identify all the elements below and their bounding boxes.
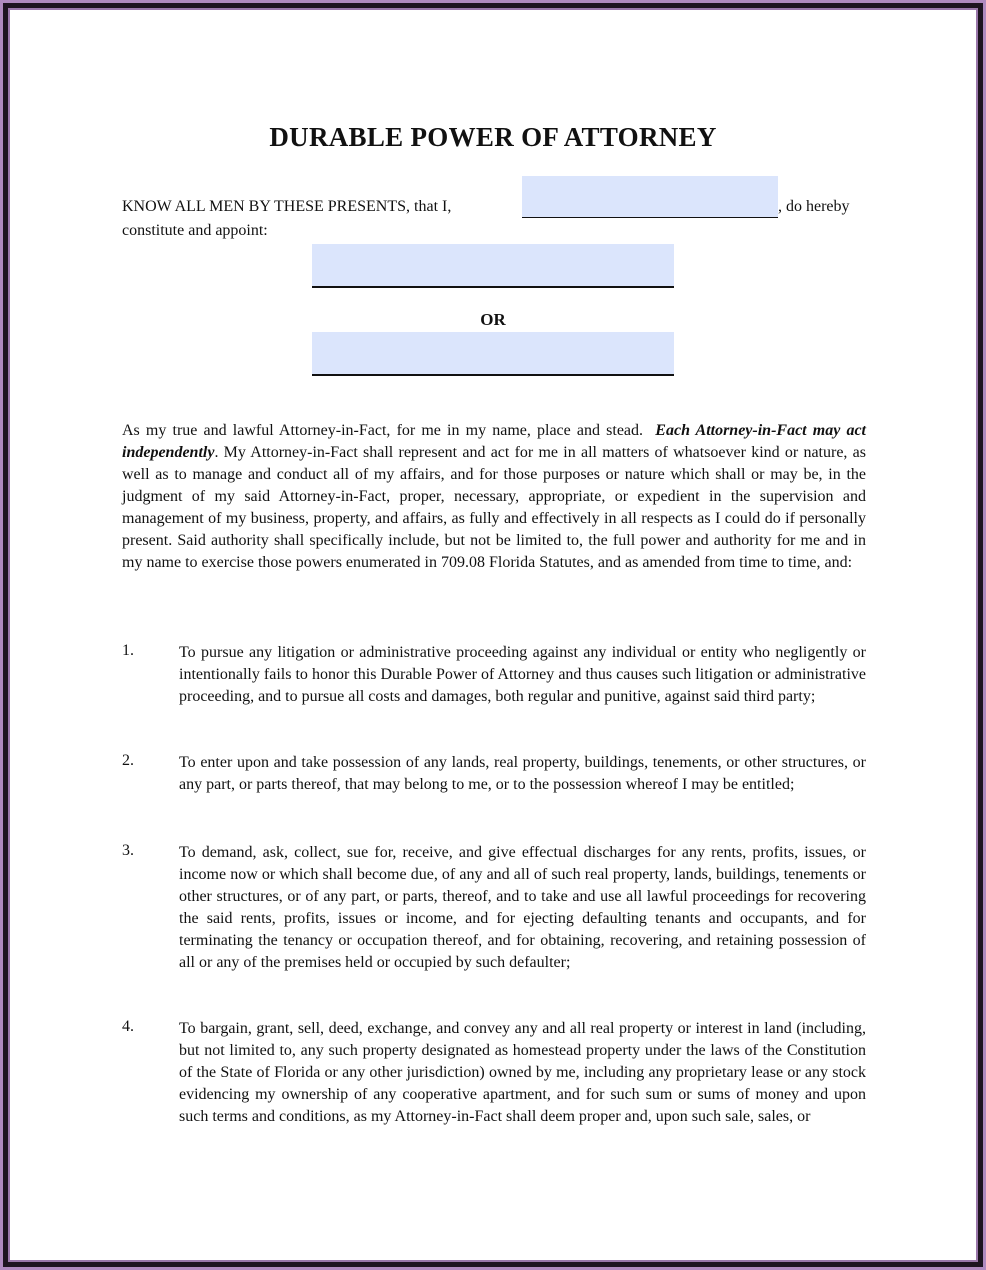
- intro-lead-text: KNOW ALL MEN BY THESE PRESENTS, that I,: [122, 198, 452, 215]
- para-start: As my true and lawful Attorney-in-Fact, for me in my name, place and stead.: [122, 422, 644, 439]
- item-number: 2.: [122, 752, 134, 769]
- document-page: [10, 10, 976, 1260]
- document-title: DURABLE POWER OF ATTORNEY: [269, 122, 717, 152]
- para-emphasis: Each Attorney-in-Fact may act independently: [122, 422, 866, 461]
- attorney-in-fact-field-1[interactable]: [312, 244, 674, 288]
- item-number: 3.: [122, 842, 134, 859]
- principal-name-field[interactable]: [522, 176, 778, 218]
- intro-line-2: constitute and appoint:: [122, 222, 268, 239]
- item-text: To enter upon and take possession of any lands, real property, buildings, tenements, or other structures, or any part, or parts thereof, that may belong to me, or to the possession whereof I may be entitled;: [179, 754, 866, 793]
- item-number: 4.: [122, 1018, 134, 1035]
- authority-paragraph: [122, 420, 866, 574]
- item-text: To demand, ask, collect, sue for, receive, and give effectual discharges for any rents, profits, issues, or income now or which shall become due, of any and all of such real property, lands, buildings, tenements or other structures, or of any part, or parts, thereof, and to take and use all lawful proceedings for recovering the said rents, profits, issues or income, and for ejecting defaulting tenants and occupants, and for terminating the tenancy or occupation thereof, and for obtaining, recovering, and retaining possession of all or any of the premises held or occupied by such defaulter;: [179, 844, 866, 971]
- or-label: OR: [480, 310, 506, 329]
- item-number: 1.: [122, 642, 134, 659]
- para-rest: . My Attorney-in-Fact shall represent and act for me in all matters of whatsoever kind or nature, as well as to manage and conduct all of my affairs, and for those purposes or nature which shall or may be, in the judgment of my said Attorney-in-Fact, proper, necessary, appropriate, or expedient in the supervision and management of my business, property, and affairs, as fully and effectively in all respects as I could do if personally present. Said authority shall specifically include, but not be limited to, the full power and authority for me and in my name to exercise those powers enumerated in 709.08 Florida Statutes, and as amended from time to time, and:: [122, 444, 866, 571]
- intro-tail-text: , do hereby: [778, 198, 850, 215]
- item-text: To pursue any litigation or administrative proceeding against any individual or entity who negligently or intentionally fails to honor this Durable Power of Attorney and thus causes such litigation or administrative proceeding, and to pursue all costs and damages, both regular and punitive, against said third party;: [179, 644, 866, 705]
- item-text: To bargain, grant, sell, deed, exchange, and convey any and all real property or interest in land (including, but not limited to, any such property designated as homestead property under the laws of the Constitution of the State of Florida or any other jurisdiction) owned by me, including any proprietary lease or any stock evidencing my ownership of any cooperative apartment, and for such sum or sums of money and upon such terms and conditions, as my Attorney-in-Fact shall deem proper and, upon such sale, sales, or: [179, 1020, 866, 1125]
- attorney-in-fact-field-2[interactable]: [312, 332, 674, 376]
